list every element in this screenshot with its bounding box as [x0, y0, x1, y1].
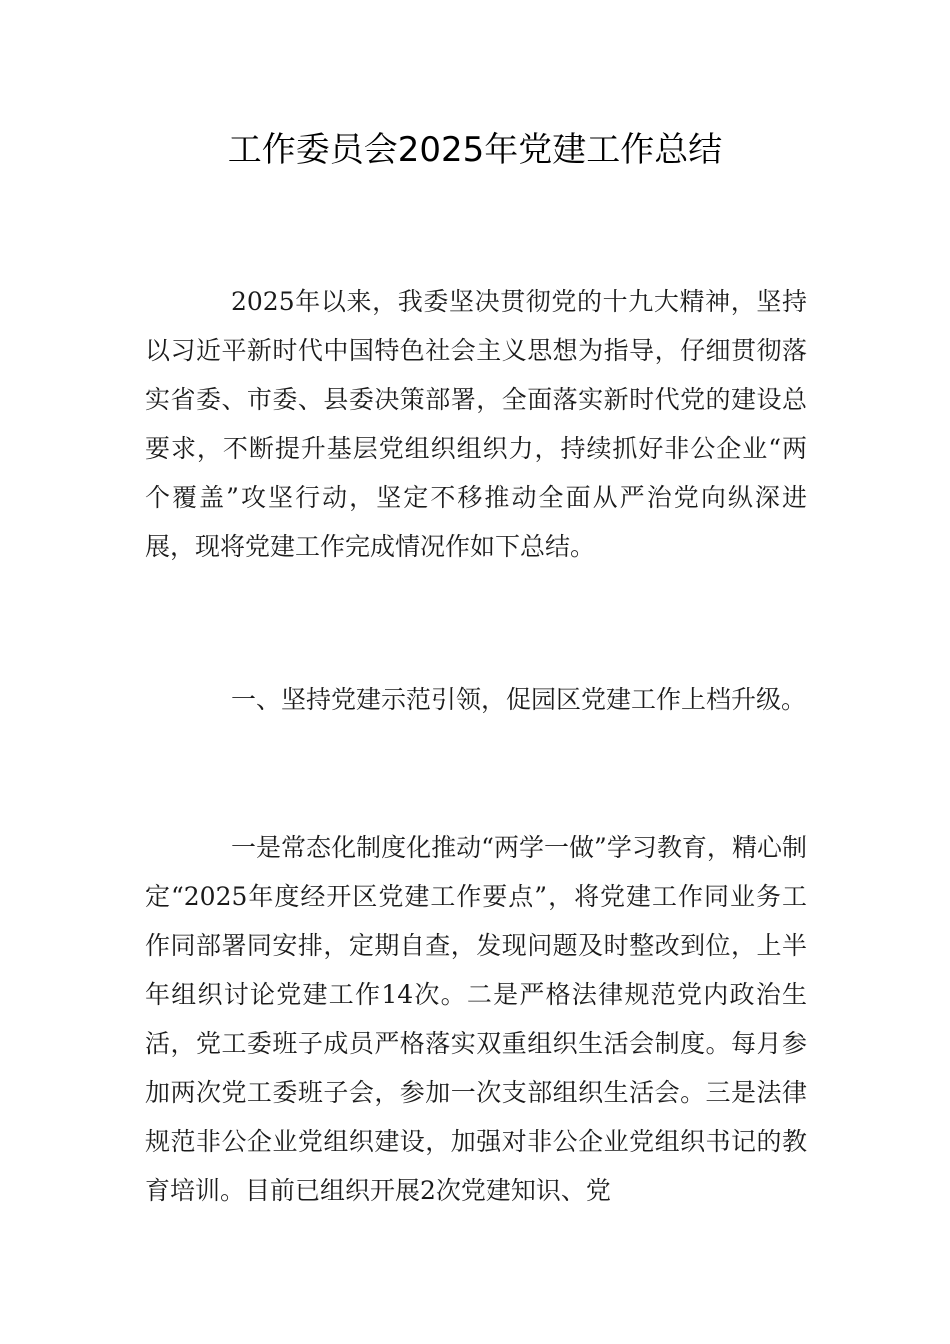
document-title: 工作委员会2025年党建工作总结 [227, 130, 723, 170]
body-paragraph: 一是常态化制度化推动“两学一做”学习教育，精心制定“2025年度经开区党建工作要点”，将党建工作同业务工作同部署同安排，定期自查，发现问题及时整改到位，上半年组织讨论党建工作14次。二是严格法律规范党内政治生活，党工委班子成员严格落实双重组织生活会制度。每月参加两次党工委班子会，参加一次支部组织生活会。三是法律规范非公企业党组织建设，加强对非公企业党组织书记的教育培训。目前已组织开展2次党建知识、党 [145, 833, 807, 1205]
intro-paragraph: 2025年以来，我委坚决贯彻党的十九大精神，坚持以习近平新时代中国特色社会主义思想为指导，仔细贯彻落实省委、市委、县委决策部署，全面落实新时代党的建设总要求，不断提升基层党组织组织力，持续抓好非公企业“两个覆盖”攻坚行动，坚定不移推动全面从严治党向纵深进展，现将党建工作完成情况作如下总结。 [145, 287, 807, 561]
section-heading: 一、坚持党建示范引领，促园区党建工作上档升级。 [231, 685, 807, 714]
